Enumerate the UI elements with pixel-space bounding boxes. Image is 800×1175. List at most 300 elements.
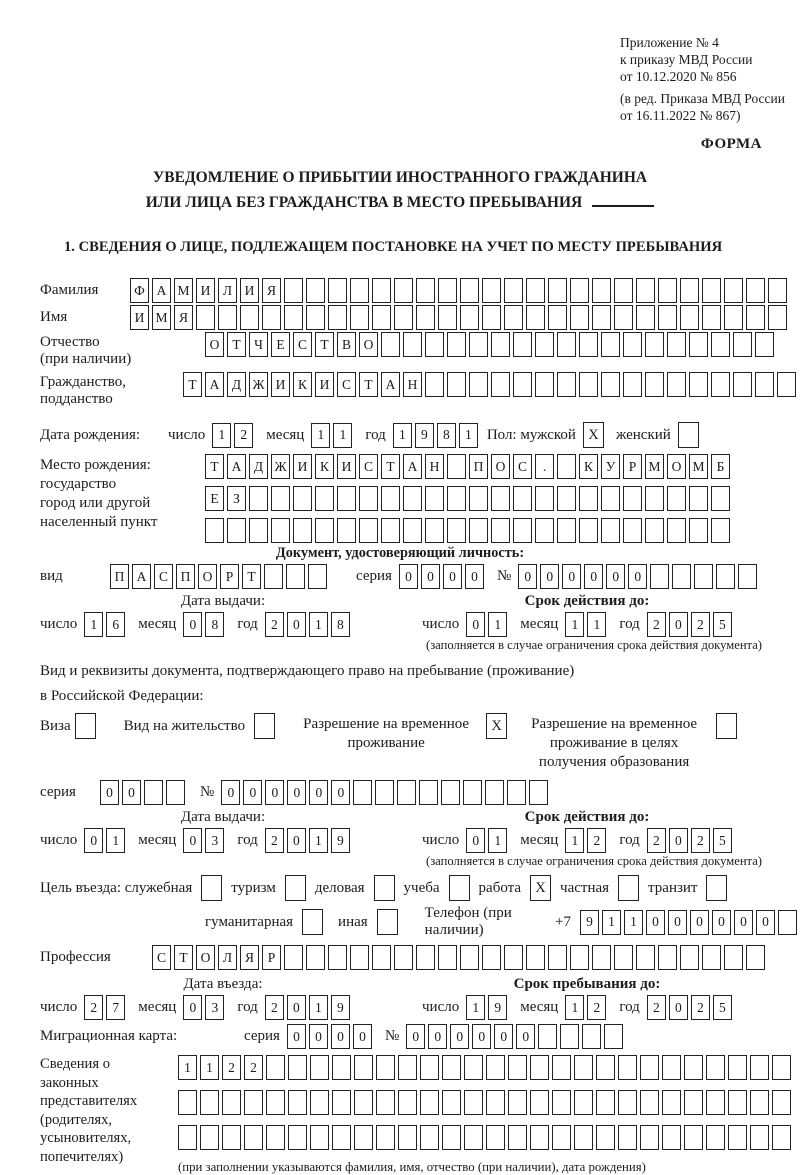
char-box[interactable] bbox=[486, 1055, 505, 1080]
char-box[interactable]: 2 bbox=[691, 612, 710, 637]
char-box[interactable]: 5 bbox=[713, 612, 732, 637]
char-box[interactable]: М bbox=[152, 305, 171, 330]
char-box[interactable]: 9 bbox=[331, 828, 350, 853]
char-box[interactable] bbox=[579, 486, 598, 511]
char-box[interactable]: 0 bbox=[287, 995, 306, 1020]
char-box[interactable] bbox=[552, 1125, 571, 1150]
char-box[interactable] bbox=[636, 945, 655, 970]
char-box[interactable] bbox=[403, 518, 422, 543]
char-box[interactable]: 2 bbox=[691, 828, 710, 853]
char-box[interactable] bbox=[557, 518, 576, 543]
char-box[interactable] bbox=[601, 486, 620, 511]
char-box[interactable] bbox=[711, 486, 730, 511]
char-box[interactable] bbox=[733, 332, 752, 357]
char-box[interactable] bbox=[777, 372, 796, 397]
char-box[interactable] bbox=[376, 1125, 395, 1150]
char-box[interactable] bbox=[667, 518, 686, 543]
char-box[interactable]: 0 bbox=[669, 612, 688, 637]
char-box[interactable]: 5 bbox=[713, 828, 732, 853]
char-box[interactable] bbox=[601, 372, 620, 397]
char-box[interactable]: М bbox=[689, 454, 708, 479]
char-box[interactable] bbox=[504, 305, 523, 330]
char-box[interactable] bbox=[508, 1090, 527, 1115]
char-box[interactable]: С bbox=[154, 564, 173, 589]
char-box[interactable] bbox=[504, 945, 523, 970]
char-box[interactable]: 0 bbox=[756, 910, 775, 935]
char-box[interactable]: 0 bbox=[584, 564, 603, 589]
char-box[interactable]: С bbox=[337, 372, 356, 397]
char-box[interactable]: 1 bbox=[178, 1055, 197, 1080]
char-box[interactable] bbox=[684, 1090, 703, 1115]
char-box[interactable]: 0 bbox=[540, 564, 559, 589]
char-box[interactable] bbox=[394, 945, 413, 970]
char-box[interactable]: Р bbox=[220, 564, 239, 589]
char-box[interactable] bbox=[491, 518, 510, 543]
char-box[interactable] bbox=[672, 564, 691, 589]
char-box[interactable] bbox=[658, 278, 677, 303]
char-box[interactable] bbox=[381, 332, 400, 357]
char-box[interactable] bbox=[738, 564, 757, 589]
char-box[interactable]: 1 bbox=[565, 612, 584, 637]
char-box[interactable] bbox=[680, 945, 699, 970]
char-box[interactable] bbox=[222, 1125, 241, 1150]
char-box[interactable]: Е bbox=[271, 332, 290, 357]
char-box[interactable] bbox=[684, 1055, 703, 1080]
char-box[interactable] bbox=[750, 1090, 769, 1115]
char-box[interactable]: 1 bbox=[602, 910, 621, 935]
char-box[interactable]: 3 bbox=[205, 995, 224, 1020]
char-box[interactable] bbox=[266, 1055, 285, 1080]
char-box[interactable] bbox=[354, 1125, 373, 1150]
sex-female-checkbox[interactable] bbox=[678, 422, 699, 448]
char-box[interactable] bbox=[310, 1125, 329, 1150]
char-box[interactable] bbox=[271, 486, 290, 511]
char-box[interactable]: 0 bbox=[287, 1024, 306, 1049]
char-box[interactable]: П bbox=[110, 564, 129, 589]
char-box[interactable] bbox=[680, 278, 699, 303]
char-box[interactable]: И bbox=[315, 372, 334, 397]
char-box[interactable] bbox=[249, 486, 268, 511]
char-box[interactable] bbox=[464, 1090, 483, 1115]
char-box[interactable] bbox=[680, 305, 699, 330]
char-box[interactable] bbox=[535, 518, 554, 543]
char-box[interactable]: 0 bbox=[399, 564, 418, 589]
char-box[interactable] bbox=[328, 305, 347, 330]
char-box[interactable] bbox=[332, 1125, 351, 1150]
char-box[interactable] bbox=[755, 372, 774, 397]
char-box[interactable] bbox=[596, 1055, 615, 1080]
char-box[interactable]: Я bbox=[240, 945, 259, 970]
char-box[interactable]: 0 bbox=[669, 995, 688, 1020]
char-box[interactable]: 2 bbox=[647, 612, 666, 637]
char-box[interactable] bbox=[469, 372, 488, 397]
char-box[interactable] bbox=[266, 1125, 285, 1150]
char-box[interactable] bbox=[778, 910, 797, 935]
char-box[interactable] bbox=[746, 305, 765, 330]
char-box[interactable]: О bbox=[196, 945, 215, 970]
char-box[interactable] bbox=[447, 372, 466, 397]
char-box[interactable] bbox=[579, 332, 598, 357]
char-box[interactable]: П bbox=[469, 454, 488, 479]
char-box[interactable] bbox=[310, 1090, 329, 1115]
char-box[interactable]: 0 bbox=[668, 910, 687, 935]
char-box[interactable]: Ж bbox=[249, 372, 268, 397]
char-box[interactable] bbox=[403, 486, 422, 511]
residence-permit-checkbox[interactable] bbox=[254, 713, 275, 739]
char-box[interactable] bbox=[645, 372, 664, 397]
char-box[interactable] bbox=[513, 372, 532, 397]
char-box[interactable]: 1 bbox=[624, 910, 643, 935]
char-box[interactable] bbox=[529, 780, 548, 805]
char-box[interactable] bbox=[733, 372, 752, 397]
purpose-study-checkbox[interactable] bbox=[449, 875, 470, 901]
char-box[interactable]: 1 bbox=[311, 423, 330, 448]
char-box[interactable] bbox=[645, 518, 664, 543]
char-box[interactable] bbox=[337, 518, 356, 543]
char-box[interactable] bbox=[614, 945, 633, 970]
char-box[interactable] bbox=[288, 1125, 307, 1150]
char-box[interactable] bbox=[746, 278, 765, 303]
char-box[interactable]: 9 bbox=[331, 995, 350, 1020]
char-box[interactable]: 0 bbox=[265, 780, 284, 805]
char-box[interactable] bbox=[375, 780, 394, 805]
char-box[interactable] bbox=[328, 278, 347, 303]
char-box[interactable]: И bbox=[240, 278, 259, 303]
char-box[interactable]: 0 bbox=[606, 564, 625, 589]
char-box[interactable]: 8 bbox=[205, 612, 224, 637]
char-box[interactable] bbox=[570, 305, 589, 330]
char-box[interactable]: К bbox=[315, 454, 334, 479]
char-box[interactable] bbox=[420, 1090, 439, 1115]
char-box[interactable] bbox=[464, 1055, 483, 1080]
char-box[interactable] bbox=[650, 564, 669, 589]
char-box[interactable] bbox=[262, 305, 281, 330]
char-box[interactable] bbox=[557, 372, 576, 397]
char-box[interactable] bbox=[604, 1024, 623, 1049]
char-box[interactable] bbox=[376, 1090, 395, 1115]
char-box[interactable]: 9 bbox=[580, 910, 599, 935]
char-box[interactable]: 2 bbox=[647, 828, 666, 853]
char-box[interactable] bbox=[508, 1125, 527, 1150]
char-box[interactable]: Т bbox=[227, 332, 246, 357]
char-box[interactable] bbox=[746, 945, 765, 970]
char-box[interactable]: 1 bbox=[459, 423, 478, 448]
purpose-private-checkbox[interactable] bbox=[618, 875, 639, 901]
char-box[interactable] bbox=[293, 486, 312, 511]
char-box[interactable] bbox=[442, 1055, 461, 1080]
char-box[interactable]: В bbox=[337, 332, 356, 357]
char-box[interactable] bbox=[772, 1090, 791, 1115]
char-box[interactable] bbox=[579, 372, 598, 397]
char-box[interactable]: 8 bbox=[437, 423, 456, 448]
char-box[interactable] bbox=[640, 1090, 659, 1115]
char-box[interactable]: Ч bbox=[249, 332, 268, 357]
char-box[interactable]: Т bbox=[183, 372, 202, 397]
char-box[interactable]: 0 bbox=[428, 1024, 447, 1049]
char-box[interactable] bbox=[486, 1125, 505, 1150]
char-box[interactable]: 0 bbox=[221, 780, 240, 805]
char-box[interactable] bbox=[205, 518, 224, 543]
char-box[interactable]: 2 bbox=[244, 1055, 263, 1080]
char-box[interactable]: 0 bbox=[628, 564, 647, 589]
char-box[interactable] bbox=[460, 305, 479, 330]
char-box[interactable]: 2 bbox=[222, 1055, 241, 1080]
char-box[interactable] bbox=[596, 1090, 615, 1115]
char-box[interactable] bbox=[535, 486, 554, 511]
char-box[interactable] bbox=[416, 945, 435, 970]
char-box[interactable] bbox=[447, 332, 466, 357]
char-box[interactable]: 2 bbox=[234, 423, 253, 448]
char-box[interactable] bbox=[463, 780, 482, 805]
char-box[interactable]: 1 bbox=[333, 423, 352, 448]
char-box[interactable]: 0 bbox=[353, 1024, 372, 1049]
char-box[interactable] bbox=[464, 1125, 483, 1150]
char-box[interactable] bbox=[548, 945, 567, 970]
char-box[interactable]: И bbox=[293, 454, 312, 479]
char-box[interactable] bbox=[306, 945, 325, 970]
char-box[interactable]: 0 bbox=[287, 612, 306, 637]
char-box[interactable]: 0 bbox=[309, 780, 328, 805]
char-box[interactable] bbox=[420, 1125, 439, 1150]
char-box[interactable] bbox=[513, 332, 532, 357]
char-box[interactable] bbox=[425, 486, 444, 511]
char-box[interactable] bbox=[557, 486, 576, 511]
char-box[interactable] bbox=[425, 332, 444, 357]
char-box[interactable] bbox=[618, 1090, 637, 1115]
char-box[interactable] bbox=[469, 518, 488, 543]
char-box[interactable] bbox=[200, 1125, 219, 1150]
char-box[interactable] bbox=[538, 1024, 557, 1049]
char-box[interactable]: 9 bbox=[488, 995, 507, 1020]
char-box[interactable]: 1 bbox=[488, 828, 507, 853]
sex-male-checkbox[interactable]: X bbox=[583, 422, 604, 448]
char-box[interactable] bbox=[702, 305, 721, 330]
char-box[interactable] bbox=[227, 518, 246, 543]
char-box[interactable]: О bbox=[198, 564, 217, 589]
char-box[interactable] bbox=[240, 305, 259, 330]
char-box[interactable] bbox=[706, 1055, 725, 1080]
char-box[interactable] bbox=[178, 1125, 197, 1150]
char-box[interactable] bbox=[772, 1055, 791, 1080]
char-box[interactable] bbox=[724, 945, 743, 970]
char-box[interactable] bbox=[447, 486, 466, 511]
char-box[interactable]: 0 bbox=[646, 910, 665, 935]
char-box[interactable]: Б bbox=[711, 454, 730, 479]
char-box[interactable]: 0 bbox=[421, 564, 440, 589]
char-box[interactable] bbox=[441, 780, 460, 805]
char-box[interactable]: 0 bbox=[516, 1024, 535, 1049]
char-box[interactable]: 0 bbox=[309, 1024, 328, 1049]
char-box[interactable] bbox=[485, 780, 504, 805]
char-box[interactable]: 0 bbox=[450, 1024, 469, 1049]
char-box[interactable]: 2 bbox=[587, 995, 606, 1020]
char-box[interactable]: Я bbox=[174, 305, 193, 330]
char-box[interactable]: С bbox=[513, 454, 532, 479]
char-box[interactable] bbox=[438, 278, 457, 303]
char-box[interactable]: 8 bbox=[331, 612, 350, 637]
char-box[interactable]: 2 bbox=[84, 995, 103, 1020]
char-box[interactable] bbox=[222, 1090, 241, 1115]
char-box[interactable] bbox=[772, 1125, 791, 1150]
char-box[interactable] bbox=[574, 1125, 593, 1150]
char-box[interactable] bbox=[702, 945, 721, 970]
char-box[interactable]: Е bbox=[205, 486, 224, 511]
char-box[interactable] bbox=[398, 1090, 417, 1115]
char-box[interactable]: 1 bbox=[212, 423, 231, 448]
char-box[interactable]: Д bbox=[249, 454, 268, 479]
char-box[interactable]: С bbox=[359, 454, 378, 479]
char-box[interactable]: 1 bbox=[565, 995, 584, 1020]
char-box[interactable]: 0 bbox=[466, 828, 485, 853]
char-box[interactable] bbox=[381, 518, 400, 543]
char-box[interactable] bbox=[244, 1125, 263, 1150]
char-box[interactable] bbox=[592, 945, 611, 970]
char-box[interactable] bbox=[694, 564, 713, 589]
char-box[interactable] bbox=[425, 518, 444, 543]
char-box[interactable] bbox=[645, 486, 664, 511]
char-box[interactable]: Н bbox=[403, 372, 422, 397]
char-box[interactable] bbox=[200, 1090, 219, 1115]
char-box[interactable]: 1 bbox=[393, 423, 412, 448]
char-box[interactable]: 2 bbox=[647, 995, 666, 1020]
char-box[interactable]: Д bbox=[227, 372, 246, 397]
char-box[interactable] bbox=[403, 332, 422, 357]
char-box[interactable]: Т bbox=[315, 332, 334, 357]
char-box[interactable] bbox=[513, 486, 532, 511]
char-box[interactable] bbox=[662, 1125, 681, 1150]
char-box[interactable] bbox=[469, 486, 488, 511]
char-box[interactable] bbox=[623, 518, 642, 543]
char-box[interactable] bbox=[574, 1090, 593, 1115]
char-box[interactable] bbox=[706, 1090, 725, 1115]
char-box[interactable] bbox=[306, 278, 325, 303]
char-box[interactable] bbox=[288, 1090, 307, 1115]
char-box[interactable]: З bbox=[227, 486, 246, 511]
char-box[interactable]: 0 bbox=[562, 564, 581, 589]
char-box[interactable] bbox=[596, 1125, 615, 1150]
char-box[interactable] bbox=[166, 780, 185, 805]
purpose-transit-checkbox[interactable] bbox=[706, 875, 727, 901]
char-box[interactable] bbox=[768, 305, 787, 330]
char-box[interactable] bbox=[658, 305, 677, 330]
char-box[interactable] bbox=[416, 305, 435, 330]
char-box[interactable]: 1 bbox=[309, 612, 328, 637]
char-box[interactable] bbox=[592, 278, 611, 303]
char-box[interactable] bbox=[552, 1055, 571, 1080]
char-box[interactable] bbox=[582, 1024, 601, 1049]
char-box[interactable] bbox=[724, 305, 743, 330]
char-box[interactable]: Ф bbox=[130, 278, 149, 303]
char-box[interactable]: 1 bbox=[200, 1055, 219, 1080]
char-box[interactable] bbox=[728, 1090, 747, 1115]
char-box[interactable] bbox=[662, 1090, 681, 1115]
char-box[interactable] bbox=[178, 1090, 197, 1115]
char-box[interactable] bbox=[640, 1125, 659, 1150]
char-box[interactable] bbox=[284, 945, 303, 970]
purpose-other-checkbox[interactable] bbox=[377, 909, 398, 935]
char-box[interactable] bbox=[526, 945, 545, 970]
char-box[interactable] bbox=[244, 1090, 263, 1115]
char-box[interactable] bbox=[508, 1055, 527, 1080]
char-box[interactable] bbox=[354, 1055, 373, 1080]
char-box[interactable] bbox=[381, 486, 400, 511]
char-box[interactable] bbox=[618, 1055, 637, 1080]
char-box[interactable]: 3 bbox=[205, 828, 224, 853]
char-box[interactable]: А bbox=[205, 372, 224, 397]
char-box[interactable]: М bbox=[645, 454, 664, 479]
char-box[interactable] bbox=[350, 945, 369, 970]
char-box[interactable] bbox=[442, 1125, 461, 1150]
char-box[interactable] bbox=[394, 305, 413, 330]
char-box[interactable] bbox=[570, 945, 589, 970]
char-box[interactable] bbox=[728, 1125, 747, 1150]
char-box[interactable] bbox=[716, 564, 735, 589]
char-box[interactable]: 2 bbox=[587, 828, 606, 853]
char-box[interactable] bbox=[728, 1055, 747, 1080]
char-box[interactable] bbox=[438, 305, 457, 330]
char-box[interactable] bbox=[306, 305, 325, 330]
char-box[interactable]: Н bbox=[425, 454, 444, 479]
char-box[interactable] bbox=[372, 305, 391, 330]
char-box[interactable] bbox=[548, 305, 567, 330]
char-box[interactable] bbox=[398, 1125, 417, 1150]
char-box[interactable] bbox=[548, 278, 567, 303]
char-box[interactable]: Р bbox=[262, 945, 281, 970]
char-box[interactable] bbox=[420, 1055, 439, 1080]
char-box[interactable]: 0 bbox=[122, 780, 141, 805]
char-box[interactable] bbox=[530, 1055, 549, 1080]
char-box[interactable] bbox=[271, 518, 290, 543]
char-box[interactable] bbox=[354, 1090, 373, 1115]
char-box[interactable]: А bbox=[227, 454, 246, 479]
char-box[interactable] bbox=[640, 1055, 659, 1080]
char-box[interactable]: 0 bbox=[690, 910, 709, 935]
char-box[interactable]: 6 bbox=[106, 612, 125, 637]
char-box[interactable]: 0 bbox=[406, 1024, 425, 1049]
char-box[interactable]: 1 bbox=[466, 995, 485, 1020]
char-box[interactable] bbox=[447, 518, 466, 543]
char-box[interactable] bbox=[750, 1125, 769, 1150]
char-box[interactable] bbox=[706, 1125, 725, 1150]
purpose-work-checkbox[interactable]: X bbox=[530, 875, 551, 901]
char-box[interactable]: 1 bbox=[565, 828, 584, 853]
char-box[interactable]: 0 bbox=[518, 564, 537, 589]
char-box[interactable]: 2 bbox=[265, 612, 284, 637]
char-box[interactable] bbox=[442, 1090, 461, 1115]
char-box[interactable] bbox=[667, 332, 686, 357]
char-box[interactable] bbox=[513, 518, 532, 543]
char-box[interactable]: Т bbox=[381, 454, 400, 479]
char-box[interactable]: Я bbox=[262, 278, 281, 303]
char-box[interactable]: 0 bbox=[466, 612, 485, 637]
char-box[interactable] bbox=[416, 278, 435, 303]
char-box[interactable] bbox=[460, 945, 479, 970]
char-box[interactable] bbox=[684, 1125, 703, 1150]
char-box[interactable]: 1 bbox=[488, 612, 507, 637]
char-box[interactable] bbox=[469, 332, 488, 357]
char-box[interactable]: 1 bbox=[309, 828, 328, 853]
char-box[interactable] bbox=[350, 305, 369, 330]
char-box[interactable] bbox=[394, 278, 413, 303]
char-box[interactable] bbox=[574, 1055, 593, 1080]
char-box[interactable]: П bbox=[176, 564, 195, 589]
char-box[interactable] bbox=[667, 372, 686, 397]
char-box[interactable] bbox=[482, 278, 501, 303]
char-box[interactable]: Т bbox=[205, 454, 224, 479]
char-box[interactable]: Л bbox=[218, 945, 237, 970]
char-box[interactable]: Т bbox=[174, 945, 193, 970]
char-box[interactable] bbox=[293, 518, 312, 543]
